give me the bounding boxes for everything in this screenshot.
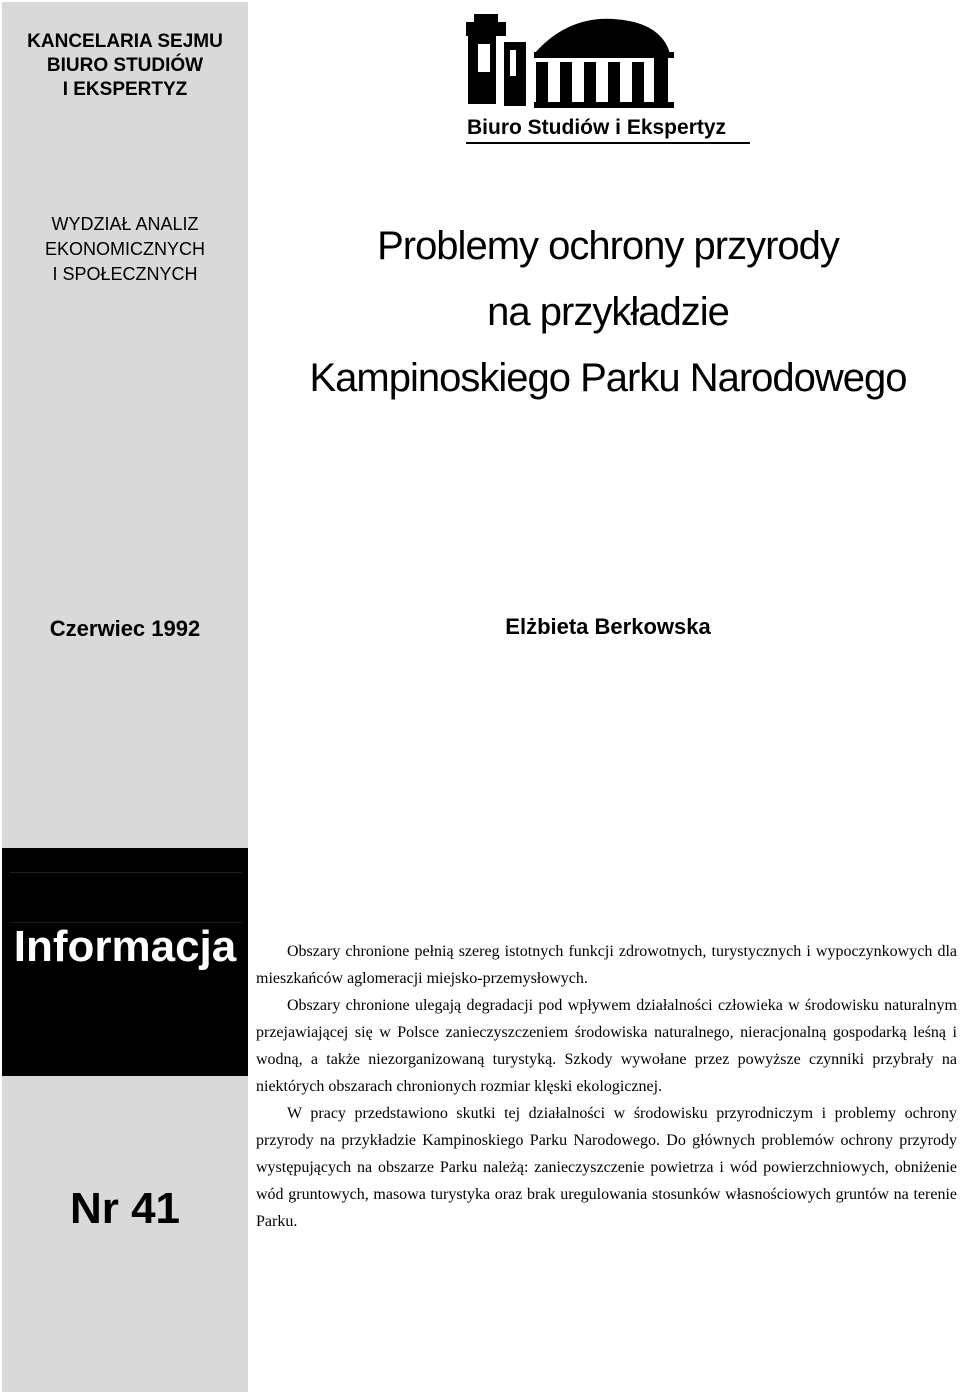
abstract-paragraph: Obszary chronione pełnią szereg istotnych funkcji zdrowotnych, turystycznych i wypoczynkowych dla mieszkańców aglomeracji miejsko-przemysłowych. [256,943,957,987]
org-line: I EKSPERTYZ [62,79,188,100]
abstract-paragraph: Obszary chronione ulegają degradacji pod wpływem działalności człowieka w środowisku naturalnym przejawiającej się w Polsce zanieczyszczeniem środowiska naturalnego, nieracjonalną gospodarką leśną i wodną, a także niezorganizowaną turystyką. Szkody wywołane przez powyższe czynniki przybrały na niektórych obszarach chronionych rozmiar klęski ekologicznej. [256,997,957,1095]
abstract [256,938,957,1235]
dept-line: WYDZIAŁ ANALIZ [51,214,199,234]
org-line: KANCELARIA SEJMU [27,31,223,52]
issue-number: Nr 41 [69,1184,181,1233]
department-name [2,212,248,287]
title-line: Kampinoskiego Parku Narodowego [309,356,907,400]
title-line: Problemy ochrony przyrody [377,224,839,268]
abstract-paragraph: W pracy przedstawiono skutki tej działalności w środowisku przyrodniczym i problemy ochrony przyrody na przykładzie Kampinoskiego Parku Narodowego. Do głównych problemów ochrony przyrody występujących na obszarze Parku należą: zanieczyszczenie powietrza i wód powierzchniowych, obniżenie wód gruntowych, masowa turystyka oraz brak uregulowania stosunków własnościowych gruntów na terenie Parku. [256,1105,957,1230]
title-line: na przykładzie [487,290,729,334]
logo-underline [466,142,750,144]
band-divider [10,872,242,873]
author-name: Elżbieta Berkowska [505,614,711,639]
series-band [2,848,248,1076]
publication-date: Czerwiec 1992 [49,616,201,641]
dept-line: EKONOMICZNYCH [44,239,205,259]
organization-name [2,30,248,102]
org-line: BIURO STUDIÓW [46,55,204,76]
logo-caption: Biuro Studiów i Ekspertyz [467,116,727,139]
series-label: Informacja [13,922,237,971]
dept-line: I SPOŁECZNYCH [52,264,198,284]
